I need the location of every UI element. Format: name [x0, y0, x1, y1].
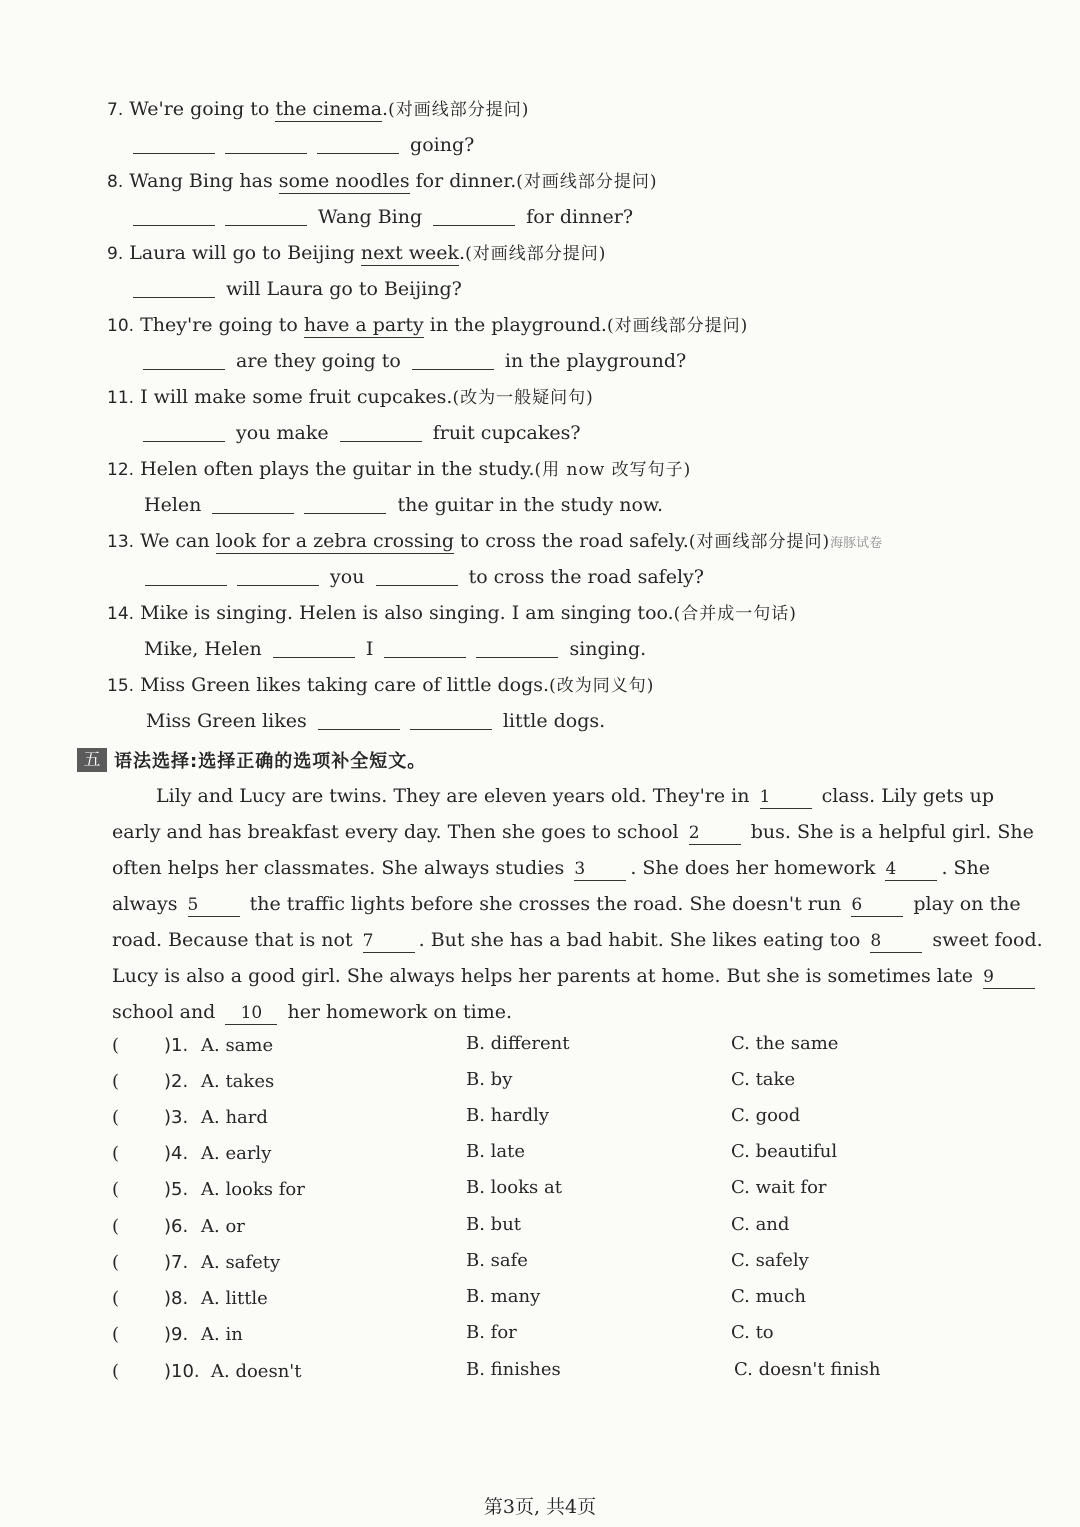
answer-blank[interactable]: [410, 709, 492, 730]
passage-line: Lucy is also a good girl. She always helps her parents at home. But she is sometimes late 9: [112, 963, 976, 989]
passage-blank: 6: [851, 894, 903, 917]
option-c[interactable]: C. safely: [731, 1250, 809, 1271]
option-a[interactable]: A. takes: [201, 1071, 275, 1092]
answer-paren[interactable]: (: [112, 1252, 120, 1273]
answer-15: Miss Green likes little dogs.: [146, 710, 606, 732]
option-a[interactable]: A. hard: [201, 1107, 268, 1128]
question-11: 11. I will make some fruit cupcakes.(改为一般疑问句): [107, 386, 594, 408]
option-a[interactable]: A. same: [201, 1035, 274, 1056]
question-8: 8. Wang Bing has some noodles for dinner.(对画线部分提问): [107, 170, 658, 192]
answer-paren[interactable]: (: [112, 1143, 120, 1164]
answer-12: Helen the guitar in the study now.: [144, 494, 663, 516]
choice-number: )8.: [164, 1288, 189, 1309]
answer-14: Mike, Helen I singing.: [144, 638, 647, 660]
answer-8: Wang Bing for dinner?: [128, 204, 633, 230]
passage-blank: 1: [760, 786, 812, 809]
passage-blank: 7: [363, 930, 415, 953]
answer-blank[interactable]: [304, 493, 386, 514]
choice-number: )9.: [164, 1324, 189, 1345]
watermark: 海豚试卷: [830, 536, 883, 551]
option-a[interactable]: A. doesn't: [211, 1361, 302, 1382]
question-12: 12. Helen often plays the guitar in the study.(用 now 改写句子): [107, 458, 692, 480]
option-c[interactable]: C. beautiful: [731, 1141, 838, 1162]
option-b[interactable]: B. by: [466, 1069, 513, 1090]
passage-blank: 4: [885, 858, 937, 881]
choice-number: )3.: [164, 1107, 189, 1128]
passage-blank: 10: [225, 1002, 277, 1025]
option-c[interactable]: C. the same: [731, 1033, 839, 1054]
answer-7: going?: [128, 132, 474, 158]
option-c[interactable]: C. wait for: [731, 1177, 827, 1198]
option-a[interactable]: A. in: [201, 1324, 243, 1345]
answer-blank[interactable]: [212, 493, 294, 514]
option-c[interactable]: C. take: [731, 1069, 796, 1090]
passage-line: always 5 the traffic lights before she crosses the road. She doesn't run 6 play on the: [112, 893, 1021, 915]
passage-line: early and has breakfast every day. Then she goes to school 2 bus. She is a helpful girl. She: [112, 821, 1034, 843]
answer-paren[interactable]: (: [112, 1107, 120, 1128]
option-b[interactable]: B. looks at: [466, 1177, 562, 1198]
choice-number: )5.: [164, 1179, 189, 1200]
choice-number: )2.: [164, 1071, 189, 1092]
answer-blank[interactable]: [225, 205, 307, 226]
passage-line: Lily and Lucy are twins. They are eleven years old. They're in 1 class. Lily gets up: [156, 785, 994, 807]
option-c[interactable]: C. to: [731, 1322, 774, 1343]
answer-blank[interactable]: [273, 637, 355, 658]
option-c[interactable]: C. doesn't finish: [734, 1359, 881, 1380]
option-a[interactable]: A. safety: [201, 1252, 281, 1273]
option-b[interactable]: B. different: [466, 1033, 570, 1054]
passage-line: road. Because that is not 7 . But she has a bad habit. She likes eating too 8 sweet food.: [112, 929, 1043, 951]
option-b[interactable]: B. hardly: [466, 1105, 550, 1126]
answer-blank[interactable]: [340, 421, 422, 442]
section-badge: 五: [77, 748, 107, 772]
answer-blank[interactable]: [412, 349, 494, 370]
question-10: 10. They're going to have a party in the playground.(对画线部分提问): [107, 314, 749, 336]
question-15: 15. Miss Green likes taking care of little dogs.(改为同义句): [107, 674, 655, 696]
option-a[interactable]: A. looks for: [201, 1179, 305, 1200]
option-c[interactable]: C. good: [731, 1105, 801, 1126]
answer-10: are they going to in the playground?: [138, 348, 686, 374]
answer-blank[interactable]: [237, 565, 319, 586]
option-b[interactable]: B. but: [466, 1214, 522, 1235]
answer-blank[interactable]: [143, 421, 225, 442]
passage-line: often helps her classmates. She always studies 3 . She does her homework 4 . She: [112, 857, 991, 879]
answer-blank[interactable]: [317, 133, 399, 154]
question-9: 9. Laura will go to Beijing next week.(对画线部分提问): [107, 242, 607, 264]
question-14: 14. Mike is singing. Helen is also singing. I am singing too.(合并成一句话): [107, 602, 797, 624]
passage-blank: 8: [870, 930, 922, 953]
answer-paren[interactable]: (: [112, 1071, 120, 1092]
option-b[interactable]: B. safe: [466, 1250, 528, 1271]
option-b[interactable]: B. for: [466, 1322, 517, 1343]
option-c[interactable]: C. much: [731, 1286, 806, 1307]
passage-blank: 3: [574, 858, 626, 881]
answer-blank[interactable]: [318, 709, 400, 730]
answer-blank[interactable]: [133, 205, 215, 226]
answer-paren[interactable]: (: [112, 1361, 120, 1382]
question-7: 7. We're going to the cinema.(对画线部分提问): [107, 98, 530, 120]
answer-blank[interactable]: [225, 133, 307, 154]
option-a[interactable]: A. early: [201, 1143, 272, 1164]
answer-paren[interactable]: (: [112, 1288, 120, 1309]
passage-blank: 5: [188, 894, 240, 917]
passage-blank: 2: [689, 822, 741, 845]
passage-line: school and 10 her homework on time.: [112, 1001, 513, 1023]
option-a[interactable]: A. little: [201, 1288, 268, 1309]
answer-blank[interactable]: [376, 565, 458, 586]
choice-number: )1.: [164, 1035, 189, 1056]
passage-blank: 9: [983, 966, 1035, 989]
answer-11: you make fruit cupcakes?: [138, 420, 581, 446]
choice-number: )6.: [164, 1216, 189, 1237]
choice-number: )7.: [164, 1252, 189, 1273]
question-13: 13. We can look for a zebra crossing to cross the road safely.(对画线部分提问)海豚试卷: [107, 530, 883, 552]
answer-blank[interactable]: [433, 205, 515, 226]
answer-paren[interactable]: (: [112, 1324, 120, 1345]
option-a[interactable]: A. or: [201, 1216, 245, 1237]
answer-paren[interactable]: (: [112, 1179, 120, 1200]
option-b[interactable]: B. many: [466, 1286, 541, 1307]
answer-paren[interactable]: (: [112, 1216, 120, 1237]
answer-blank[interactable]: [145, 565, 227, 586]
answer-13: you to cross the road safely?: [140, 564, 704, 590]
option-b[interactable]: B. finishes: [466, 1359, 561, 1380]
option-c[interactable]: C. and: [731, 1214, 790, 1235]
section-title: 语法选择:选择正确的选项补全短文。: [114, 751, 427, 772]
page-footer: 第3页, 共4页: [483, 1496, 597, 1518]
answer-blank[interactable]: [133, 133, 215, 154]
answer-blank[interactable]: [476, 637, 558, 658]
answer-blank[interactable]: [384, 637, 466, 658]
choice-number: )10.: [164, 1361, 200, 1382]
answer-blank[interactable]: [143, 349, 225, 370]
answer-9: will Laura go to Beijing?: [128, 276, 462, 302]
choice-number: )4.: [164, 1143, 189, 1164]
answer-paren[interactable]: (: [112, 1035, 120, 1056]
answer-blank[interactable]: [133, 277, 215, 298]
option-b[interactable]: B. late: [466, 1141, 526, 1162]
